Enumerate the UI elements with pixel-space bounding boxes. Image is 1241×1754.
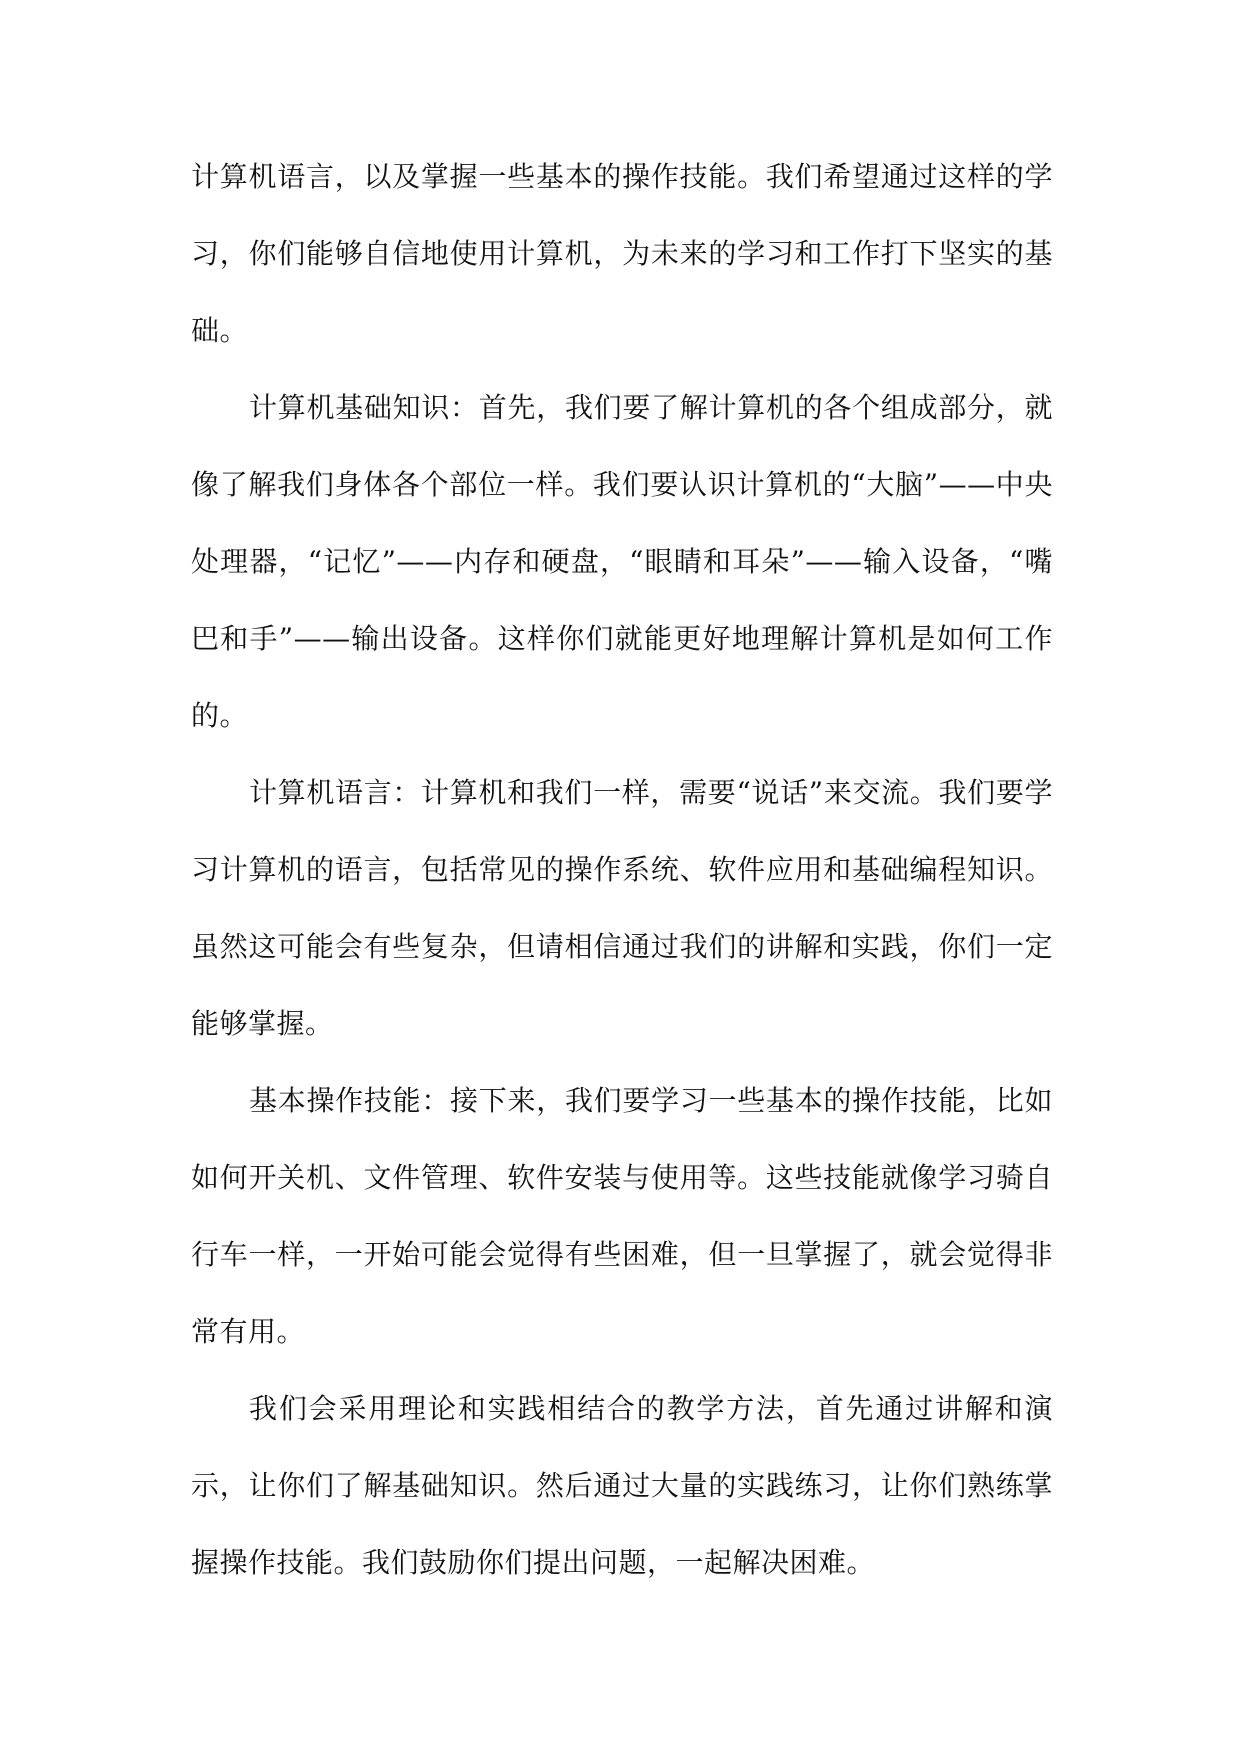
paragraph-teaching-method: 我们会采用理论和实践相结合的教学方法，首先通过讲解和演示，让你们了解基础知识。然后通过大量的实践练习，让你们熟练掌握操作技能。我们鼓励你们提出问题，一起解决困难。 xyxy=(191,1392,1053,1579)
paragraph-computer-basics: 计算机基础知识：首先，我们要了解计算机的各个组成部分，就像了解我们身体各个部位一样。我们要认识计算机的“大脑”——中央处理器，“记忆”——内存和硬盘，“眼睛和耳朵”——输入设备，“嘴巴和手”——输出设备。这样你们就能更好地理解计算机是如何工作的。 xyxy=(191,391,1053,732)
paragraph-continuation: 计算机语言，以及掌握一些基本的操作技能。我们希望通过这样的学习，你们能够自信地使用计算机，为未来的学习和工作打下坚实的基础。 xyxy=(191,160,1053,347)
paragraph-computer-language: 计算机语言：计算机和我们一样，需要“说话”来交流。我们要学习计算机的语言，包括常见的操作系统、软件应用和基础编程知识。虽然这可能会有些复杂，但请相信通过我们的讲解和实践，你们一定能够掌握。 xyxy=(191,776,1053,1040)
paragraph-basic-skills: 基本操作技能：接下来，我们要学习一些基本的操作技能，比如如何开关机、文件管理、软件安装与使用等。这些技能就像学习骑自行车一样，一开始可能会觉得有些困难，但一旦掌握了，就会觉得非常有用。 xyxy=(191,1084,1053,1348)
body-text xyxy=(191,138,1053,1601)
